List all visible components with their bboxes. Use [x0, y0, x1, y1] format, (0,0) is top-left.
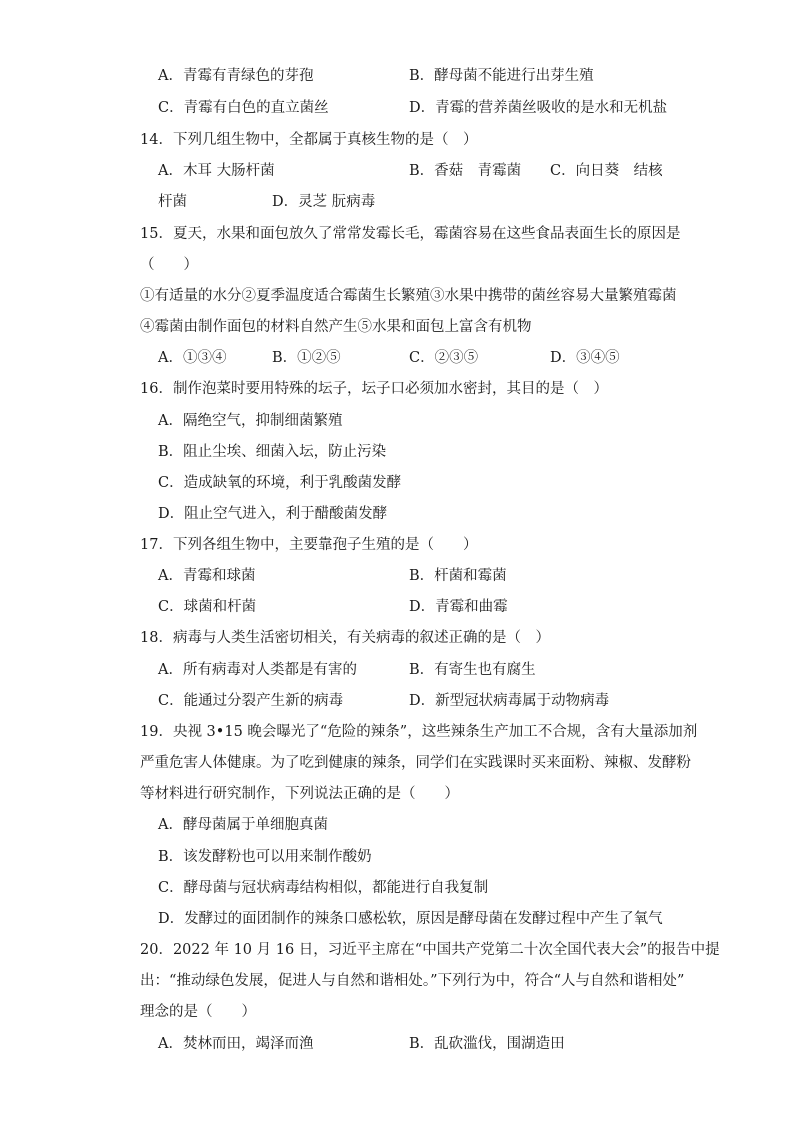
- q13-option-c: C．青霉有白色的直立菌丝: [158, 100, 329, 116]
- q14-option-b: B．香菇 青霉菌: [409, 163, 522, 179]
- q15-option-b: B．①②⑤: [272, 350, 341, 366]
- q14-option-d: D．灵芝 朊病毒: [272, 194, 376, 210]
- q15-stem-continued: （ ）: [140, 257, 198, 273]
- q18-option-b: B．有寄生也有腐生: [409, 662, 536, 678]
- q17-option-a: A．青霉和球菌: [158, 568, 256, 584]
- q17-option-b: B．杆菌和霉菌: [409, 568, 507, 584]
- q13-option-b: B．酵母菌不能进行出芽生殖: [409, 68, 594, 84]
- q19-stem-line-2: 严重危害人体健康。为了吃到健康的辣条，同学们在实践课时买来面粉、辣椒、发酵粉: [140, 755, 691, 771]
- q18-option-d: D．新型冠状病毒属于动物病毒: [409, 693, 610, 709]
- q15-stem: 15．夏天，水果和面包放久了常常发霉长毛，霉菌容易在这些食品表面生长的原因是: [140, 226, 681, 242]
- q16-option-b: B．阻止尘埃、细菌入坛，防止污染: [158, 444, 387, 460]
- q16-stem: 16．制作泡菜时要用特殊的坛子，坛子口必须加水密封，其目的是（ ）: [140, 381, 608, 397]
- q14-option-c: C．向日葵 结核: [550, 163, 663, 179]
- q15-statements-continued: ④霉菌由制作面包的材料自然产生⑤水果和面包上富含有机物: [140, 319, 532, 335]
- q18-option-a: A．所有病毒对人类都是有害的: [158, 662, 357, 678]
- q15-statements: ①有适量的水分②夏季温度适合霉菌生长繁殖③水果中携带的菌丝容易大量繁殖霉菌: [140, 288, 677, 304]
- q16-option-a: A．隔绝空气，抑制细菌繁殖: [158, 413, 343, 429]
- q17-option-d: D．青霉和曲霉: [409, 599, 508, 615]
- q20-stem: 20．2022 年 10 月 16 日，习近平主席在“中国共产党第二十次全国代表大会”的报告中提: [140, 942, 720, 958]
- q15-option-c: C．②③⑤: [409, 350, 479, 366]
- q18-stem: 18．病毒与人类生活密切相关，有关病毒的叙述正确的是（ ）: [140, 630, 550, 646]
- q16-option-c: C．造成缺氧的环境，利于乳酸菌发酵: [158, 475, 402, 491]
- q17-option-c: C．球菌和杆菌: [158, 599, 257, 615]
- q20-stem-line-2: 出：“推动绿色发展，促进人与自然和谐相处。”下列行为中，符合“人与自然和谐相处”: [140, 973, 685, 989]
- q19-option-d: D．发酵过的面团制作的辣条口感松软，原因是酵母菌在发酵过程中产生了氧气: [158, 911, 663, 927]
- q14-option-a: A．木耳 大肠杆菌: [158, 163, 275, 179]
- q20-option-a: A．焚林而田，竭泽而渔: [158, 1036, 314, 1052]
- q19-option-c: C．酵母菌与冠状病毒结构相似，都能进行自我复制: [158, 880, 489, 896]
- q14-option-c-continued: 杆菌: [158, 194, 187, 210]
- q19-option-b: B．该发酵粉也可以用来制作酸奶: [158, 849, 372, 865]
- q20-option-b: B．乱砍滥伐，围湖造田: [409, 1036, 565, 1052]
- q14-stem: 14．下列几组生物中，全都属于真核生物的是（ ）: [140, 132, 478, 148]
- q18-option-c: C．能通过分裂产生新的病毒: [158, 693, 344, 709]
- q19-option-a: A．酵母菌属于单细胞真菌: [158, 817, 328, 833]
- q13-option-d: D．青霉的营养菌丝吸收的是水和无机盐: [409, 100, 668, 116]
- q15-option-a: A．①③④: [158, 350, 227, 366]
- q20-stem-line-3: 理念的是（ ）: [140, 1004, 256, 1020]
- q17-stem: 17．下列各组生物中，主要靠孢子生殖的是（ ）: [140, 537, 478, 553]
- q19-stem-line-3: 等材料进行研究制作，下列说法正确的是（ ）: [140, 786, 459, 802]
- q15-option-d: D．③④⑤: [550, 350, 620, 366]
- q19-stem: 19．央视 3•15 晚会曝光了“危险的辣条”，这些辣条生产加工不合规，含有大量添加剂: [140, 724, 698, 740]
- q13-option-a: A．青霉有青绿色的芽孢: [158, 68, 314, 84]
- q16-option-d: D．阻止空气进入，利于醋酸菌发酵: [158, 506, 388, 522]
